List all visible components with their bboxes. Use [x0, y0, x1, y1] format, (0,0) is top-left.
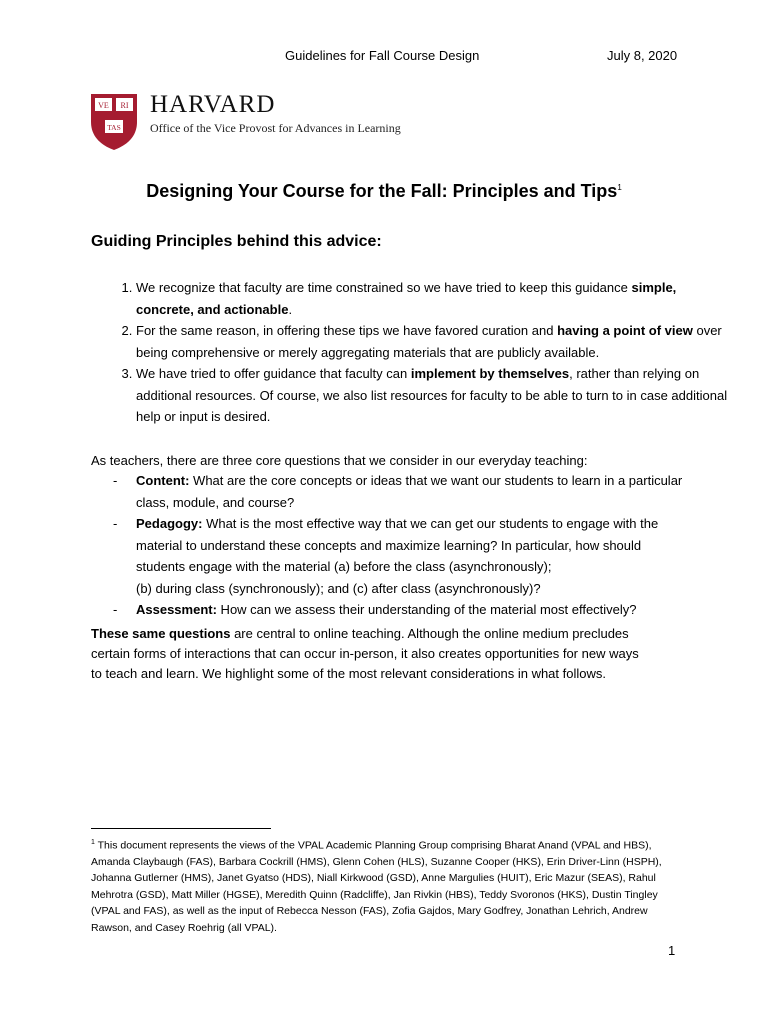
running-header-title: Guidelines for Fall Course Design	[285, 48, 480, 63]
question-text-line2: (b) during class (synchronously); and (c) after class (asynchronously)?	[136, 580, 541, 596]
question-text: What is the most effective way that we can get our students to engage with the material to understand these concepts and maximize learning? In particular, how should students engage with the material (a) before the class (asynchronously);	[136, 516, 659, 574]
dash-bullet: -	[113, 602, 118, 617]
section-heading: Guiding Principles behind this advice:	[91, 233, 382, 250]
dash-bullet: -	[113, 516, 118, 531]
principle-text: We recognize that faculty are time constrained so we have tried to keep this guidance	[136, 280, 632, 295]
list-item	[136, 363, 732, 428]
closing-emphasis: These same questions	[91, 626, 231, 641]
principle-text-end: , rather than relying on additional resources. Of course, we also list resources for faculty to be able to turn to in case additional help or input is desired.	[136, 366, 728, 424]
principle-text: We have tried to offer guidance that faculty can	[136, 366, 411, 381]
question-label: Assessment:	[136, 602, 217, 617]
list-item	[91, 513, 691, 599]
footnote	[91, 835, 681, 936]
logo-subtitle: Office of the Vice Provost for Advances in Learning	[150, 121, 401, 135]
document-title-text: Designing Your Course for the Fall: Principles and Tips	[146, 181, 618, 201]
principle-text: For the same reason, in offering these tips we have favored curation and	[136, 323, 558, 338]
title-footnote-mark: 1	[617, 183, 622, 192]
harvard-logo	[89, 92, 401, 152]
shield-letters-ve: VE	[98, 101, 109, 110]
question-label: Content:	[136, 473, 190, 488]
principle-emphasis: simple, concrete, and actionable	[136, 280, 677, 317]
list-item	[91, 470, 691, 513]
principles-list	[91, 277, 732, 428]
footnote-mark: 1	[91, 839, 95, 846]
dash-bullet: -	[113, 473, 118, 488]
list-item	[136, 320, 732, 363]
logo-name: HARVARD	[150, 91, 276, 118]
core-questions-intro: As teachers, there are three core questions that we consider in our everyday teaching:	[91, 453, 588, 468]
document-title	[0, 181, 768, 202]
footnote-separator	[91, 828, 271, 829]
running-header-date: July 8, 2020	[607, 48, 678, 63]
footnote-text: This document represents the views of the VPAL Academic Planning Group comprising Bharat Anand (VPAL and HBS), Amanda Claybaugh (FAS), Barbara Cockrill (HMS), Glenn Cohen (HLS), Suzanne Cooper (HKS), Erin Driver-Linn (HSPH), Johanna Gutlerner (HMS), Janet Gyatso (HDS), Niall Kirkwood (GSD), Anne Margulies (HUIT), Eric Mazur (SEAS), Rahul Mehrotra (GSD), Matt Miller (HGSE), Meredith Quinn (Radcliffe), Jan Rivkin (HBS), Teddy Svoronos (HKS), Dustin Tingley (VPAL and FAS), as well as the input of Rebecca Nesson (FAS), Zofia Gajdos, Mary Godfrey, Jonathan Lehrich, Andrew Rawson, and Casey Roehrig (all VPAL).	[91, 839, 662, 934]
shield-letters-tas: TAS	[107, 123, 121, 132]
harvard-shield-icon	[89, 92, 139, 152]
principle-text-end: over being comprehensive or merely aggregating materials that are publicly available.	[136, 323, 722, 360]
core-questions-list	[91, 470, 691, 621]
question-label: Pedagogy:	[136, 516, 203, 531]
question-text: What are the core concepts or ideas that we want our students to learn in a particular class, module, and course?	[136, 473, 683, 510]
principle-text-end: .	[288, 301, 293, 317]
closing-paragraph	[91, 624, 651, 684]
shield-letters-ri: RI	[120, 101, 129, 110]
principle-emphasis: having a point of view	[557, 323, 693, 338]
list-item	[136, 277, 732, 320]
closing-text: are central to online teaching. Although the online medium precludes certain forms of interactions that can occur in-person, it also creates opportunities for new ways to teach and learn. We highlight some of the most relevant considerations in what follows.	[91, 626, 639, 681]
question-text: How can we assess their understanding of the material most effectively?	[216, 602, 637, 617]
principle-emphasis: implement by themselves	[410, 366, 570, 381]
list-item	[91, 599, 691, 621]
page-number: 1	[668, 943, 676, 958]
